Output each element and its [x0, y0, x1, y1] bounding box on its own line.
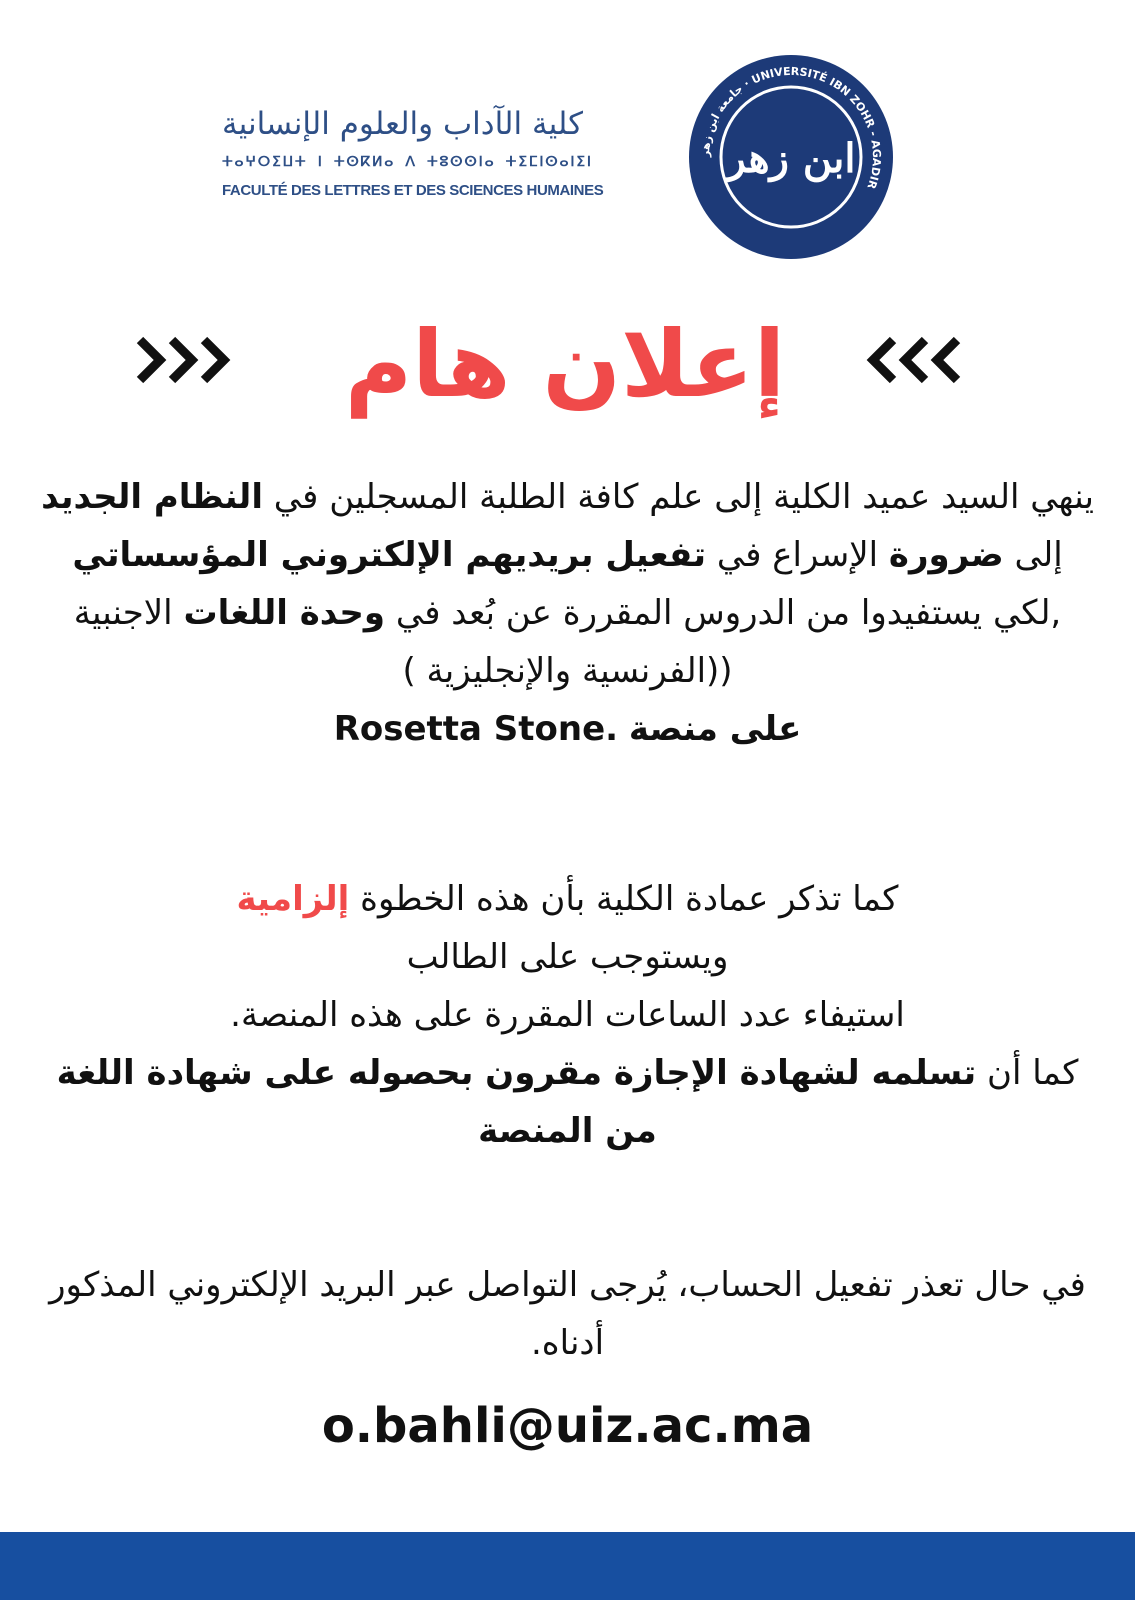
university-seal-logo [688, 54, 894, 260]
footer-bar [0, 1532, 1135, 1600]
faculty-name-french: FACULTÉ DES LETTRES ET DES SCIENCES HUMAINES [222, 182, 604, 199]
emphasis-mandatory: إلزامية [236, 879, 350, 919]
title-row [0, 300, 1135, 430]
emphasis-necessity: ضرورة [888, 535, 1004, 575]
announcement-paragraph-mandatory [40, 870, 1095, 1160]
faculty-name-arabic: كلية الآداب والعلوم الإنسانية [222, 106, 583, 142]
faculty-name-tifinagh: ⵜⴰⵖⵔⵉⵡⵜ ⵏ ⵜⵙⴽⵍⴰ ⴷ ⵜⵓⵙⵙⵏⴰ ⵜⵉⵎⵏⵙⴰⵏⵉⵏ [222, 154, 593, 170]
chevrons-left-icon [865, 334, 965, 386]
emphasis-language-unit: وحدة اللغات [183, 593, 386, 633]
paragraph-text: ويستوجب على الطالب [406, 937, 729, 977]
emphasis-new-system: النظام الجديد [41, 477, 263, 517]
emphasis-activate-email: تفعيل بريديهم الإلكتروني المؤسساتي [72, 535, 707, 575]
contact-email[interactable]: o.bahli@uiz.ac.ma [321, 1398, 814, 1454]
emphasis-certificate: تسلمه لشهادة الإجازة مقرون بحصوله على شهادة اللغة من المنصة [56, 1053, 977, 1151]
announcement-paragraph-contact [40, 1256, 1095, 1372]
announcement-title: إعلان هام [344, 311, 786, 418]
paragraph-text: استيفاء عدد الساعات المقررة على هذه المنصة. [230, 995, 905, 1035]
chevrons-right-icon [132, 334, 232, 386]
paragraph-text: كما تذكر عمادة الكلية بأن هذه الخطوة [360, 879, 899, 919]
header [0, 0, 1135, 280]
paragraph-text: ,لكي يستفيدوا من الدروس المقررة عن بُعد في [395, 593, 1062, 633]
paragraph-text: كما أن [986, 1053, 1079, 1093]
paragraph-text: في حال تعذر تفعيل الحساب، يُرجى التواصل عبر البريد الإلكتروني المذكور أدناه. [49, 1265, 1086, 1363]
platform-name: Rosetta Stone. [333, 709, 619, 749]
emphasis-platform: على منصة [628, 709, 802, 749]
paragraph-text: الاجنبية ((الفرنسية والإنجليزية ) [73, 593, 733, 691]
seal-monogram: ابن زهر [726, 135, 856, 182]
announcement-paragraph-activation [40, 468, 1095, 758]
seal-ring-text: جامعة ابن زهر · UNIVERSITÉ IBN ZOHR - AGADIR [698, 64, 884, 191]
paragraph-text: إلى [1014, 535, 1063, 575]
paragraph-text: ينهي السيد عميد الكلية إلى علم كافة الطلبة المسجلين في [273, 477, 1094, 517]
paragraph-text: الإسراع في [716, 535, 879, 575]
